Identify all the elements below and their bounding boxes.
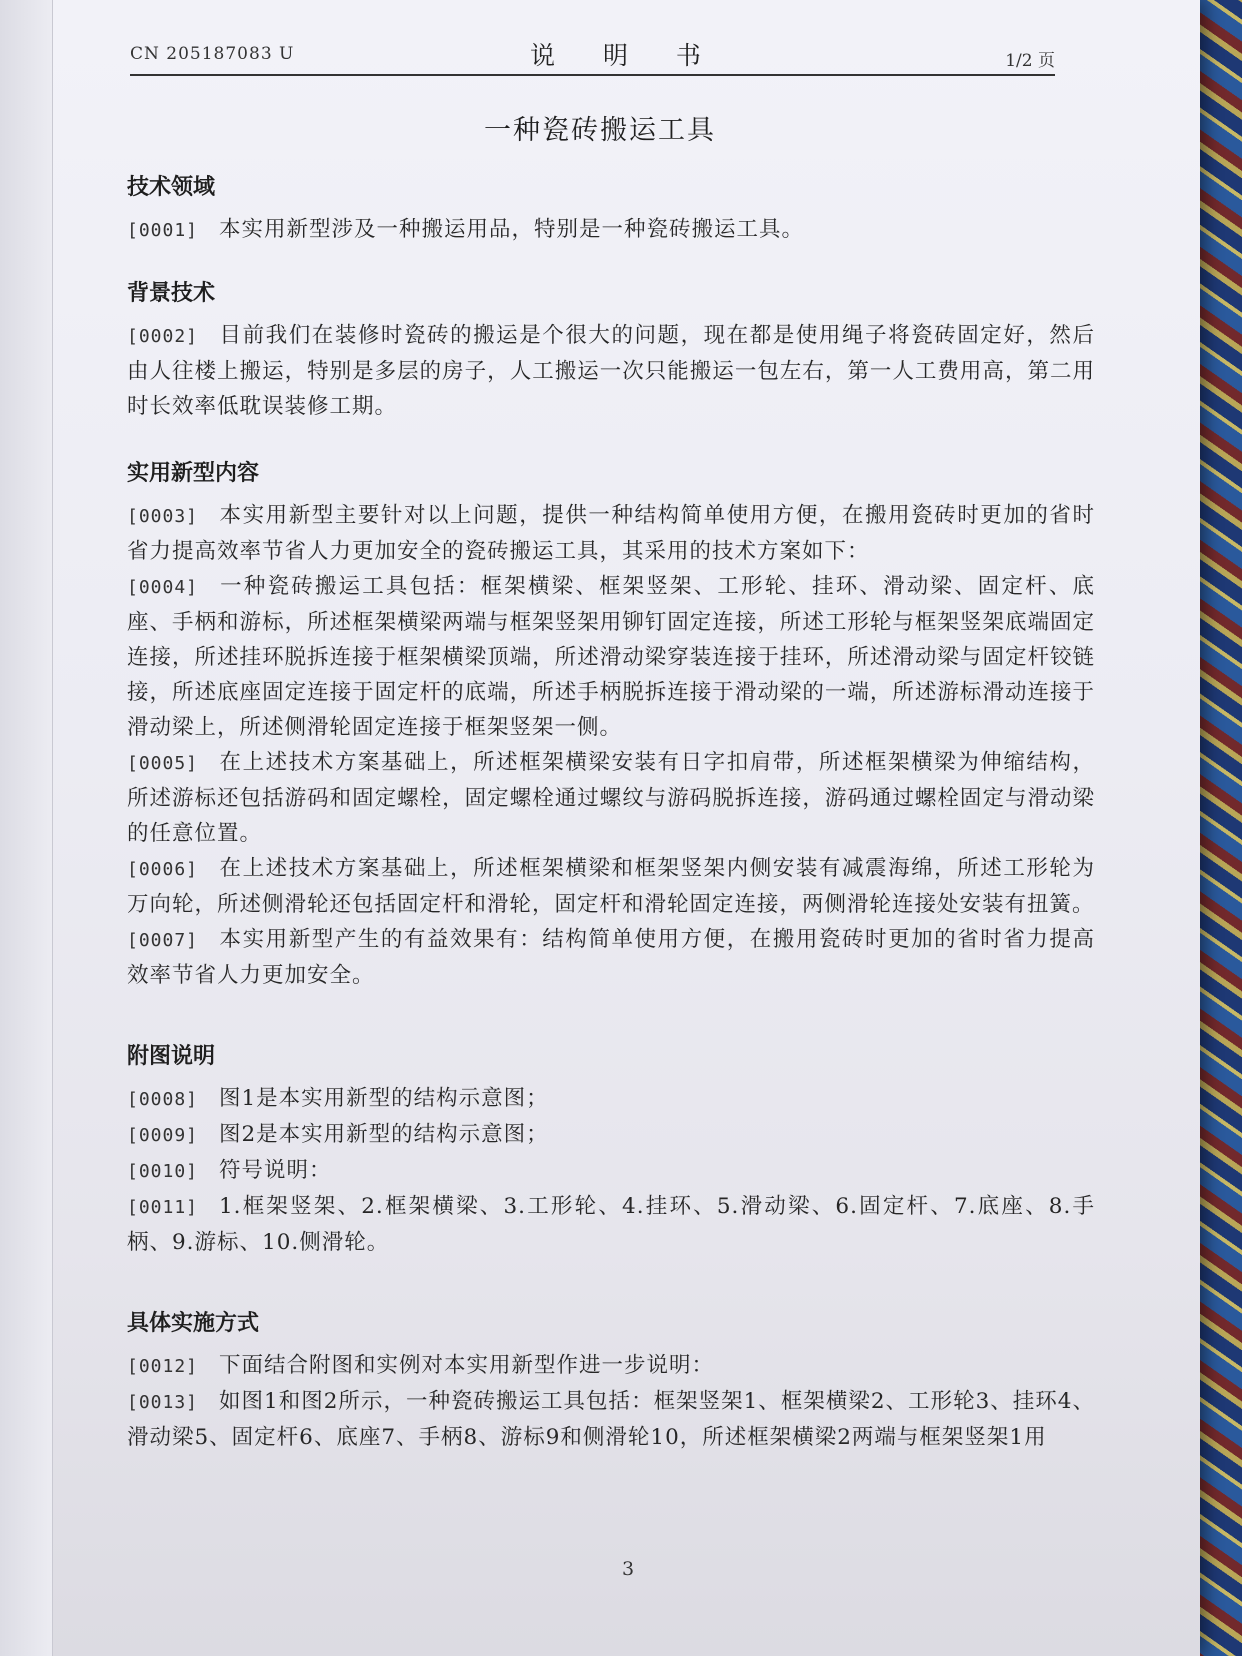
paragraph-number: [0013] <box>127 1392 199 1413</box>
paragraph-text: 本实用新型主要针对以上问题，提供一种结构简单使用方便，在搬用瓷砖时更加的省时省力提高效率节省人力更加安全的瓷砖搬运工具，其采用的技术方案如下： <box>127 503 1095 564</box>
section-heading: 背景技术 <box>127 281 216 306</box>
paragraph-number: [0006] <box>127 859 199 880</box>
paragraph <box>127 1189 1095 1260</box>
paragraph <box>127 569 1095 745</box>
paragraph <box>127 1348 1095 1384</box>
section-heading: 具体实施方式 <box>127 1311 260 1336</box>
paragraph-number: [0008] <box>127 1089 199 1110</box>
paragraph-text: 目前我们在装修时瓷砖的搬运是个很大的问题，现在都是使用绳子将瓷砖固定好，然后由人往楼上搬运，特别是多层的房子，人工搬运一次只能搬运一包左右，第一人工费用高，第二用时长效率低耽误装修工期。 <box>127 323 1095 419</box>
paragraph <box>127 922 1095 993</box>
paragraph-text: 图1是本实用新型的结构示意图； <box>219 1086 549 1111</box>
section-heading: 技术领域 <box>127 175 216 200</box>
paragraph-text: 在上述技术方案基础上，所述框架横梁安装有日字扣肩带，所述框架横梁为伸缩结构，所述游标还包括游码和固定螺栓，固定螺栓通过螺纹与游码脱拆连接，游码通过螺栓固定与滑动梁的任意位置。 <box>127 750 1095 846</box>
paragraph-text: 本实用新型涉及一种搬运用品，特别是一种瓷砖搬运工具。 <box>219 217 805 242</box>
paragraph-number: [0007] <box>127 930 199 951</box>
paragraph <box>127 498 1095 569</box>
page-indicator: 1/2 页 <box>1005 51 1055 71</box>
paragraph <box>127 1117 1095 1153</box>
paragraph-text: 一种瓷砖搬运工具包括：框架横梁、框架竖架、工形轮、挂环、滑动梁、固定杆、底座、手柄和游标，所述框架横梁两端与框架竖架用铆钉固定连接，所述工形轮与框架竖架底端固定连接，所述挂环脱拆连接于框架横梁顶端，所述滑动梁穿装连接于挂环，所述滑动梁与固定杆铰链接，所述底座固定连接于固定杆的底端，所述手柄脱拆连接于滑动梁的一端，所述游标滑动连接于滑动梁上，所述侧滑轮固定连接于框架竖架一侧。 <box>127 574 1095 740</box>
paragraph-text: 如图1和图2所示，一种瓷砖搬运工具包括：框架竖架1、框架横梁2、工形轮3、挂环4、滑动梁5、固定杆6、底座7、手柄8、游标9和侧滑轮10，所述框架横梁2两端与框架竖架1用 <box>127 1389 1095 1450</box>
section-heading: 实用新型内容 <box>127 461 260 486</box>
paragraph-number: [0011] <box>127 1197 199 1218</box>
document-type: 说 明 书 <box>530 41 721 70</box>
paragraph <box>127 1153 1095 1189</box>
paragraph-text: 下面结合附图和实例对本实用新型作进一步说明： <box>219 1353 715 1378</box>
paragraph-number: [0010] <box>127 1161 199 1182</box>
document-body <box>127 172 1095 1455</box>
patent-number: CN 205187083 U <box>130 44 295 64</box>
paragraph-number: [0009] <box>127 1125 199 1146</box>
paragraph-number: [0002] <box>127 326 199 347</box>
paragraph-text: 本实用新型产生的有益效果有：结构简单使用方便，在搬用瓷砖时更加的省时省力提高效率节省人力更加安全。 <box>127 927 1095 988</box>
paragraph-number: [0003] <box>127 506 199 527</box>
paragraph <box>127 851 1095 922</box>
paragraph-number: [0012] <box>127 1356 199 1377</box>
paragraph-text: 符号说明： <box>219 1158 332 1183</box>
paragraph <box>127 1081 1095 1117</box>
document-title: 一种瓷砖搬运工具 <box>484 115 716 146</box>
paragraph-text: 在上述技术方案基础上，所述框架横梁和框架竖架内侧安装有减震海绵，所述工形轮为万向轮，所述侧滑轮还包括固定杆和滑轮，固定杆和滑轮固定连接，两侧滑轮连接处安装有扭簧。 <box>127 856 1095 917</box>
paragraph <box>127 318 1095 424</box>
page-number: 3 <box>622 1558 635 1580</box>
paragraph-number: [0005] <box>127 753 199 774</box>
paragraph-text: 1.框架竖架、2.框架横梁、3.工形轮、4.挂环、5.滑动梁、6.固定杆、7.底座、8.手柄、9.游标、10.侧滑轮。 <box>127 1194 1095 1255</box>
paragraph-number: [0004] <box>127 577 199 598</box>
paragraph <box>127 212 1095 248</box>
paragraph-text: 图2是本实用新型的结构示意图； <box>219 1122 549 1147</box>
section-heading: 附图说明 <box>127 1044 216 1069</box>
paragraph <box>127 745 1095 851</box>
page-header <box>130 34 1055 76</box>
paragraph-number: [0001] <box>127 220 199 241</box>
paragraph <box>127 1384 1095 1455</box>
